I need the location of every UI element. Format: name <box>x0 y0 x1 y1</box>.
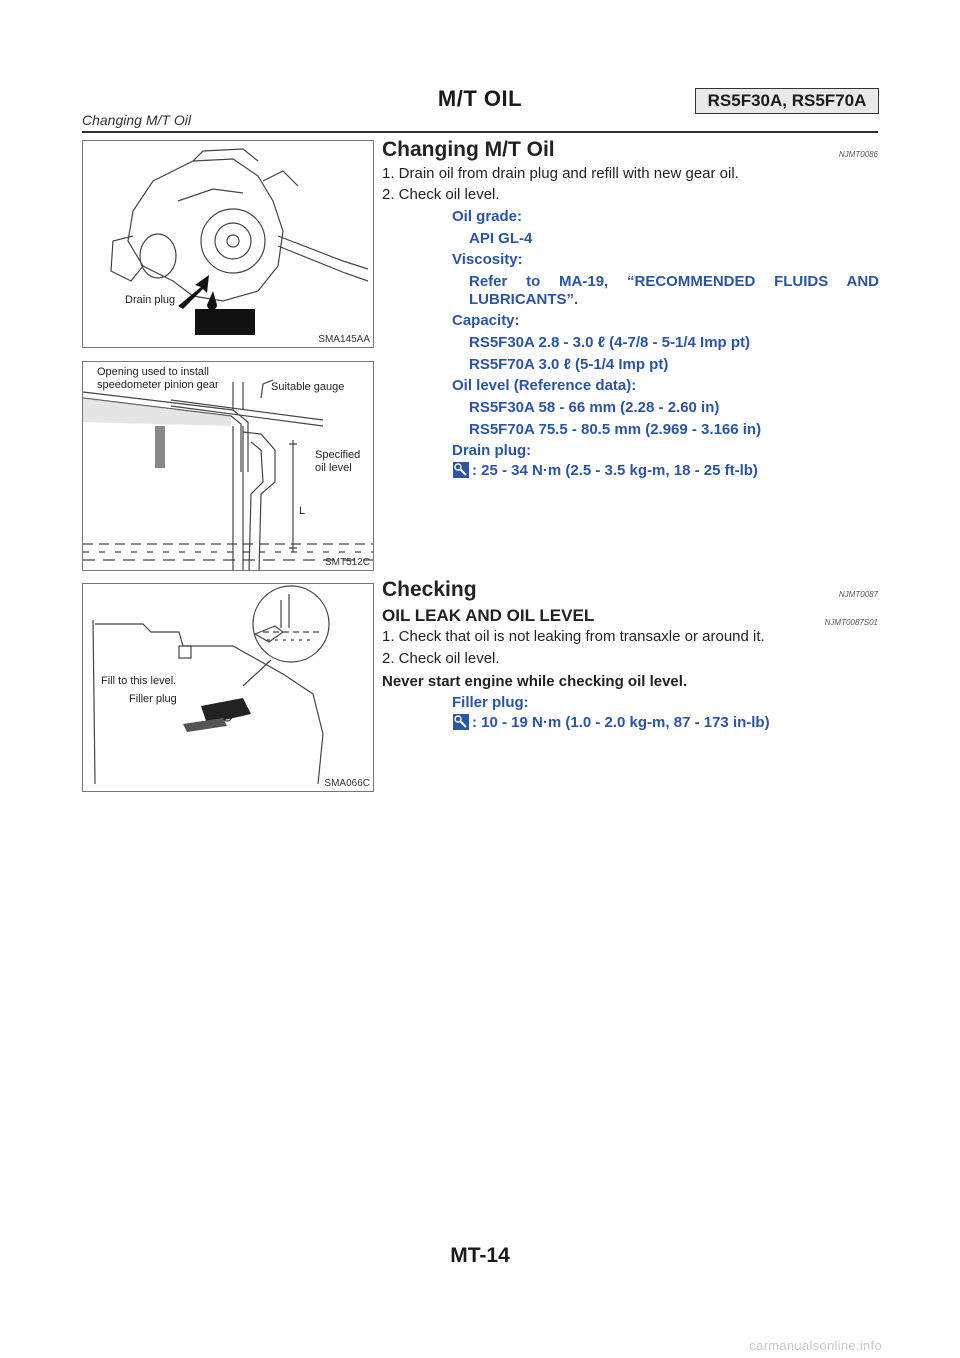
viscosity-label: Viscosity: <box>452 251 523 268</box>
figure-id: SMA145AA <box>318 334 370 345</box>
fig1-label-drain-plug: Drain plug <box>125 294 176 306</box>
check-step-1: 1. Check that oil is not leaking from transaxle or around it. <box>382 628 765 645</box>
section-id: NJMT0087 <box>838 590 878 599</box>
section-title-checking: Checking <box>382 578 477 601</box>
model-badge: RS5F30A, RS5F70A <box>695 88 879 114</box>
capacity-rs5f70a: RS5F70A 3.0 ℓ (5-1/4 Imp pt) <box>469 356 669 373</box>
page-number: MT-14 <box>450 1244 510 1267</box>
filler-plug-illustration <box>83 584 373 791</box>
step-1: 1. Drain oil from drain plug and refill with new gear oil. <box>382 165 739 182</box>
oil-level-label: Oil level (Reference data): <box>452 377 637 394</box>
oil-grade-value: API GL-4 <box>469 230 533 247</box>
figure-id: SMA066C <box>324 778 370 789</box>
fig2-label-suitable-gauge: Suitable gauge <box>271 381 345 393</box>
figure-drain-plug <box>82 140 374 348</box>
check-step-2: 2. Check oil level. <box>382 650 500 667</box>
filler-plug-label: Filler plug: <box>452 694 529 711</box>
fig3-label-filler-plug: Filler plug <box>129 693 177 705</box>
filler-plug-torque: : 10 - 19 N·m (1.0 - 2.0 kg-m, 87 - 173 in-lb) <box>472 714 770 731</box>
page-subtitle: Changing M/T Oil <box>82 112 191 128</box>
step-2: 2. Check oil level. <box>382 186 500 203</box>
fig2-label-specified: Specified <box>315 449 361 461</box>
section-title-changing-oil: Changing M/T Oil <box>382 138 555 161</box>
page-title: M/T OIL <box>437 86 523 111</box>
figure-filler-plug <box>82 583 374 792</box>
torque-wrench-icon <box>453 714 469 730</box>
fig2-label-oil-level: oil level <box>315 462 352 474</box>
viscosity-ref-line1: Refer to MA-19, “RECOMMENDED FLUIDS AND <box>469 273 879 290</box>
watermark: carmanualsonline.info <box>749 1338 882 1353</box>
viscosity-ref-line2: LUBRICANTS”. <box>469 291 579 308</box>
oil-level-rs5f30a: RS5F30A 58 - 66 mm (2.28 - 2.60 in) <box>469 399 720 416</box>
subsection-title-oil-leak: OIL LEAK AND OIL LEVEL <box>382 606 595 625</box>
section-id: NJMT0086 <box>838 150 878 159</box>
drain-plug-torque: : 25 - 34 N·m (2.5 - 3.5 kg-m, 18 - 25 ft-lb) <box>472 462 758 479</box>
warning-text: Never start engine while checking oil level. <box>382 673 688 690</box>
fig3-label-fill-level: Fill to this level. <box>101 675 177 687</box>
capacity-rs5f30a: RS5F30A 2.8 - 3.0 ℓ (4-7/8 - 5-1/4 Imp pt) <box>469 334 751 351</box>
fig2-label-opening: Opening used to install <box>97 366 209 378</box>
oil-level-gauge-illustration <box>83 362 373 570</box>
drain-plug-label: Drain plug: <box>452 442 532 459</box>
figure-id: SMT512C <box>324 557 370 568</box>
torque-wrench-icon <box>453 462 469 478</box>
oil-level-rs5f70a: RS5F70A 75.5 - 80.5 mm (2.969 - 3.166 in) <box>469 421 762 438</box>
figure-oil-level-gauge <box>82 361 374 571</box>
oil-grade-label: Oil grade: <box>452 208 523 225</box>
subsection-id: NJMT0087S01 <box>824 618 878 627</box>
transaxle-drain-illustration <box>83 141 373 347</box>
fig2-label-l: L <box>299 505 306 517</box>
fig2-label-pinion-gear: speedometer pinion gear <box>97 379 219 391</box>
header-divider <box>82 131 878 133</box>
capacity-label: Capacity: <box>452 312 520 329</box>
